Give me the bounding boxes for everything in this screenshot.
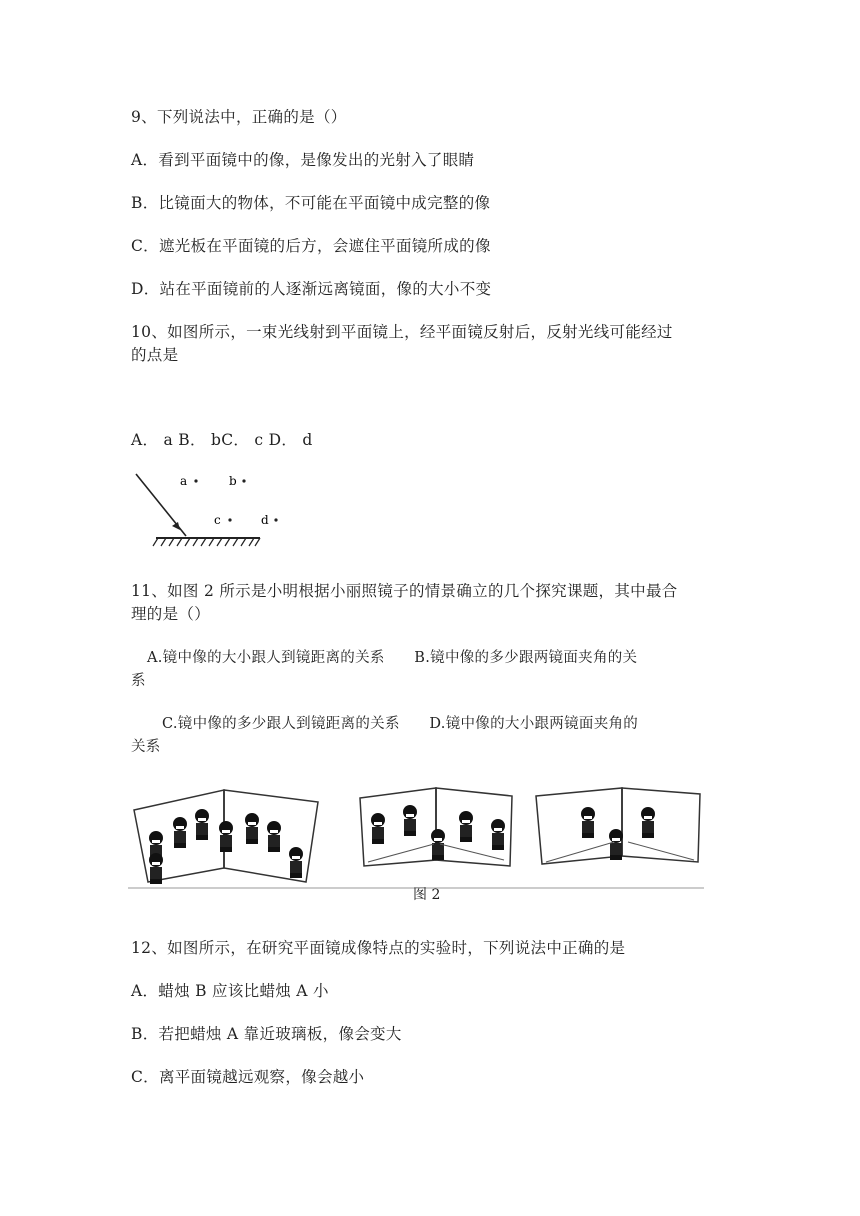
q9-option-c: C．遮光板在平面镜的后方，会遮住平面镜所成的像 [131,237,491,255]
q12-option-c: C．离平面镜越远观察，像会越小 [131,1068,365,1086]
q11-options-cd: C.镜中像的多少跟人到镜距离的关系 D.镜中像的大小跟两镜面夹角的 [162,716,639,732]
figure-2-mirrors [128,780,708,892]
point-b-label: b [229,474,237,488]
panel-3 [536,788,700,864]
point-c-label: c [214,513,221,527]
q12-option-a: A．蜡烛 B 应该比蜡烛 A 小 [131,982,329,1000]
q9-option-b: B．比镜面大的物体，不可能在平面镜中成完整的像 [131,194,491,212]
q10-stem-line1: 10、如图所示，一束光线射到平面镜上，经平面镜反射后，反射光线可能经过 [131,323,673,341]
q9-stem: 9、下列说法中，正确的是（） [131,108,347,126]
q9-option-a: A．看到平面镜中的像，是像发出的光射入了眼睛 [131,151,475,169]
q10-stem-line2: 的点是 [131,346,179,364]
q11-options-cd-cont: 关系 [131,739,161,755]
point-c [228,518,231,521]
panel-2 [360,788,512,866]
q11-stem-line1: 11、如图 2 所示是小明根据小丽照镜子的情景确立的几个探究课题，其中最合 [131,582,678,600]
q12-option-b: B．若把蜡烛 A 靠近玻璃板，像会变大 [131,1025,402,1043]
point-a-label: a [180,474,188,488]
point-b [242,479,245,482]
point-d [274,518,277,521]
point-a [194,479,197,482]
q12-stem: 12、如图所示，在研究平面镜成像特点的实验时，下列说法中正确的是 [131,939,626,957]
panel-1 [134,790,318,884]
figure-2-caption: 图 2 [413,887,441,903]
q9-option-d: D．站在平面镜前的人逐渐远离镜面，像的大小不变 [131,280,492,298]
q10-mirror-figure [128,466,288,560]
point-d-label: d [261,513,269,527]
q11-stem-line2: 理的是（） [131,605,211,623]
q11-options-ab: A.镜中像的大小跟人到镜距离的关系 B.镜中像的多少跟两镜面夹角的关 [147,650,638,666]
q10-options: A． a B． bC． c D． d [131,431,313,449]
q11-options-ab-cont: 系 [131,673,146,689]
